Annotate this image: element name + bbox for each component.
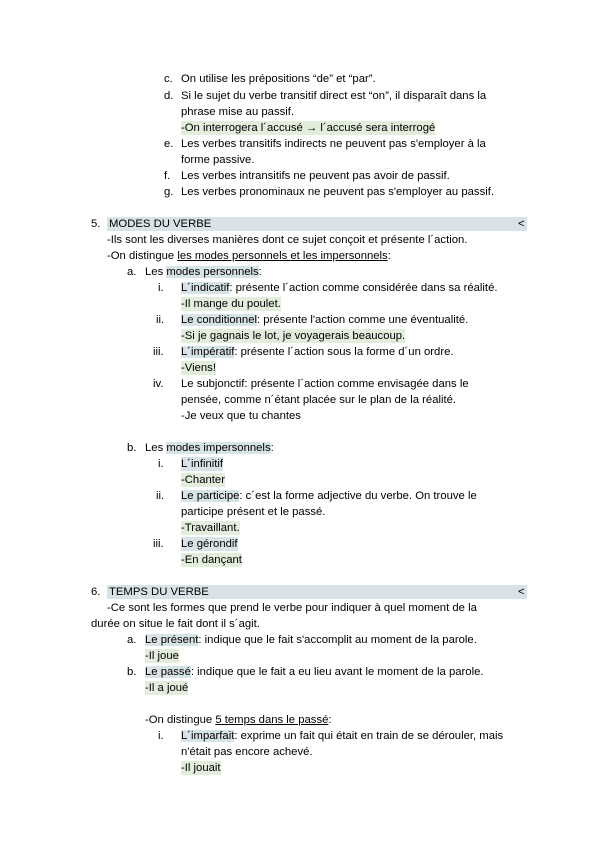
term-highlight: Le conditionnel	[181, 314, 258, 326]
example-text: -Il joue	[145, 650, 179, 662]
example-text: -Si je gagnais le lot, je voyagerais beaucoup.	[181, 330, 406, 342]
subheading	[145, 441, 274, 455]
underlined-phrase: 5 temps dans le passé	[215, 714, 329, 726]
list-marker: g.	[164, 186, 174, 198]
example-text: -Il jouait	[181, 762, 221, 774]
list-item-text: forme passive.	[181, 154, 255, 166]
list-marker: b.	[127, 442, 137, 454]
list-marker: iii.	[153, 538, 164, 550]
list-item-text: Les verbes intransitifs ne peuvent pas avoir de passif.	[181, 170, 450, 182]
term-highlight: modes impersonnels	[166, 442, 271, 454]
list-marker: iv.	[153, 378, 164, 390]
collapse-caret-icon[interactable]: <	[518, 586, 525, 598]
example-text: -Viens!	[181, 362, 216, 374]
section-intro: durée on situe le fait dont il s´agit.	[91, 618, 260, 630]
list-item-text: Les verbes transitifs indirects ne peuvent pas s'employer à la	[181, 138, 486, 150]
definition	[181, 313, 468, 327]
text: : présente l´action comme considérée dans sa réalité.	[229, 282, 498, 294]
definition: Le subjonctif: présente l´action comme envisagée dans le	[181, 378, 469, 390]
example-text: -En dançant	[181, 554, 242, 566]
example-text: -Il mange du poulet.	[181, 298, 281, 310]
term-highlight: modes personnels	[166, 266, 259, 278]
text: : présente l´action sous la forme d´un ordre.	[234, 346, 454, 358]
term-highlight: Le passé	[145, 666, 191, 678]
definition: pensée, comme n´étant placée sur le plan de la réalité.	[181, 394, 457, 406]
term-highlight: Le gérondif	[181, 538, 238, 550]
text: : présente l'action comme une éventualité.	[257, 314, 469, 326]
list-marker: a.	[127, 634, 137, 646]
definition	[145, 665, 484, 679]
text: -On distingue	[107, 250, 178, 262]
text: : c´est la forme adjective du verbe. On trouve le	[239, 490, 477, 502]
section-title: MODES DU VERBE	[109, 218, 212, 230]
underlined-phrase: les modes personnels et les impersonnels	[177, 250, 388, 262]
definition	[145, 633, 477, 647]
list-marker: c.	[164, 73, 173, 85]
text: :	[328, 714, 332, 726]
distinguish-line	[145, 713, 332, 727]
text: : indique que le fait a eu lieu avant le moment de la parole.	[190, 666, 484, 678]
example-text: -Je veux que tu chantes	[181, 410, 301, 422]
example-text: -On interrogera l´accusé → l´accusé sera interrogé	[181, 122, 436, 134]
section-number: 6.	[91, 586, 101, 598]
text: -On distingue	[145, 714, 216, 726]
list-item-text: On utilise les prépositions “de” et “par”.	[181, 73, 376, 85]
section-intro: -Ils sont les diverses manières dont ce sujet conçoit et présente l´action.	[107, 234, 468, 246]
text: :	[258, 266, 262, 278]
definition	[181, 729, 503, 743]
text: :	[270, 442, 274, 454]
definition	[181, 345, 454, 359]
list-item-text: Les verbes pronominaux ne peuvent pas s'employer au passif.	[181, 186, 495, 198]
list-item-text: phrase mise au passif.	[181, 106, 295, 118]
list-marker: a.	[127, 266, 137, 278]
text: :	[387, 250, 391, 262]
section-number: 5.	[91, 218, 101, 230]
term-highlight: L´infinitif	[181, 458, 224, 470]
section-title: TEMPS DU VERBE	[109, 586, 209, 598]
example-text: -Chanter	[181, 474, 225, 486]
list-marker: iii.	[153, 346, 164, 358]
list-marker: i.	[158, 282, 164, 294]
definition	[181, 281, 497, 295]
term-highlight: L´impératif	[181, 346, 235, 358]
definition	[181, 489, 477, 503]
list-marker: ii.	[156, 490, 165, 502]
text: : indique que le fait s'accomplit au moment de la parole.	[198, 634, 477, 646]
example-text: -Travaillant.	[181, 522, 240, 534]
list-marker: e.	[164, 138, 174, 150]
text: Les	[145, 442, 167, 454]
definition: participe présent et le passé.	[181, 506, 326, 518]
term-highlight: Le présent	[145, 634, 199, 646]
text: Les	[145, 266, 167, 278]
example-text: -Il a joué	[145, 682, 189, 694]
list-marker: d.	[164, 90, 174, 102]
list-marker: f.	[164, 170, 171, 182]
definition: n'était pas encore achevé.	[181, 746, 313, 758]
text: : exprime un fait qui était en train de se dérouler, mais	[234, 730, 504, 742]
collapse-caret-icon[interactable]: <	[518, 218, 525, 230]
list-marker: ii.	[156, 314, 165, 326]
list-item-text: Si le sujet du verbe transitif direct est “on”, il disparaît dans la	[181, 90, 487, 102]
list-marker: i.	[158, 458, 164, 470]
subheading	[145, 265, 262, 279]
term-highlight: L´indicatif	[181, 282, 230, 294]
term-highlight: L´imparfait	[181, 730, 235, 742]
section-intro: -Ce sont les formes que prend le verbe pour indiquer à quel moment de la	[107, 602, 477, 614]
list-marker: i.	[158, 730, 164, 742]
list-marker: b.	[127, 666, 137, 678]
term-highlight: Le participe	[181, 490, 240, 502]
distinguish-line	[107, 249, 391, 263]
